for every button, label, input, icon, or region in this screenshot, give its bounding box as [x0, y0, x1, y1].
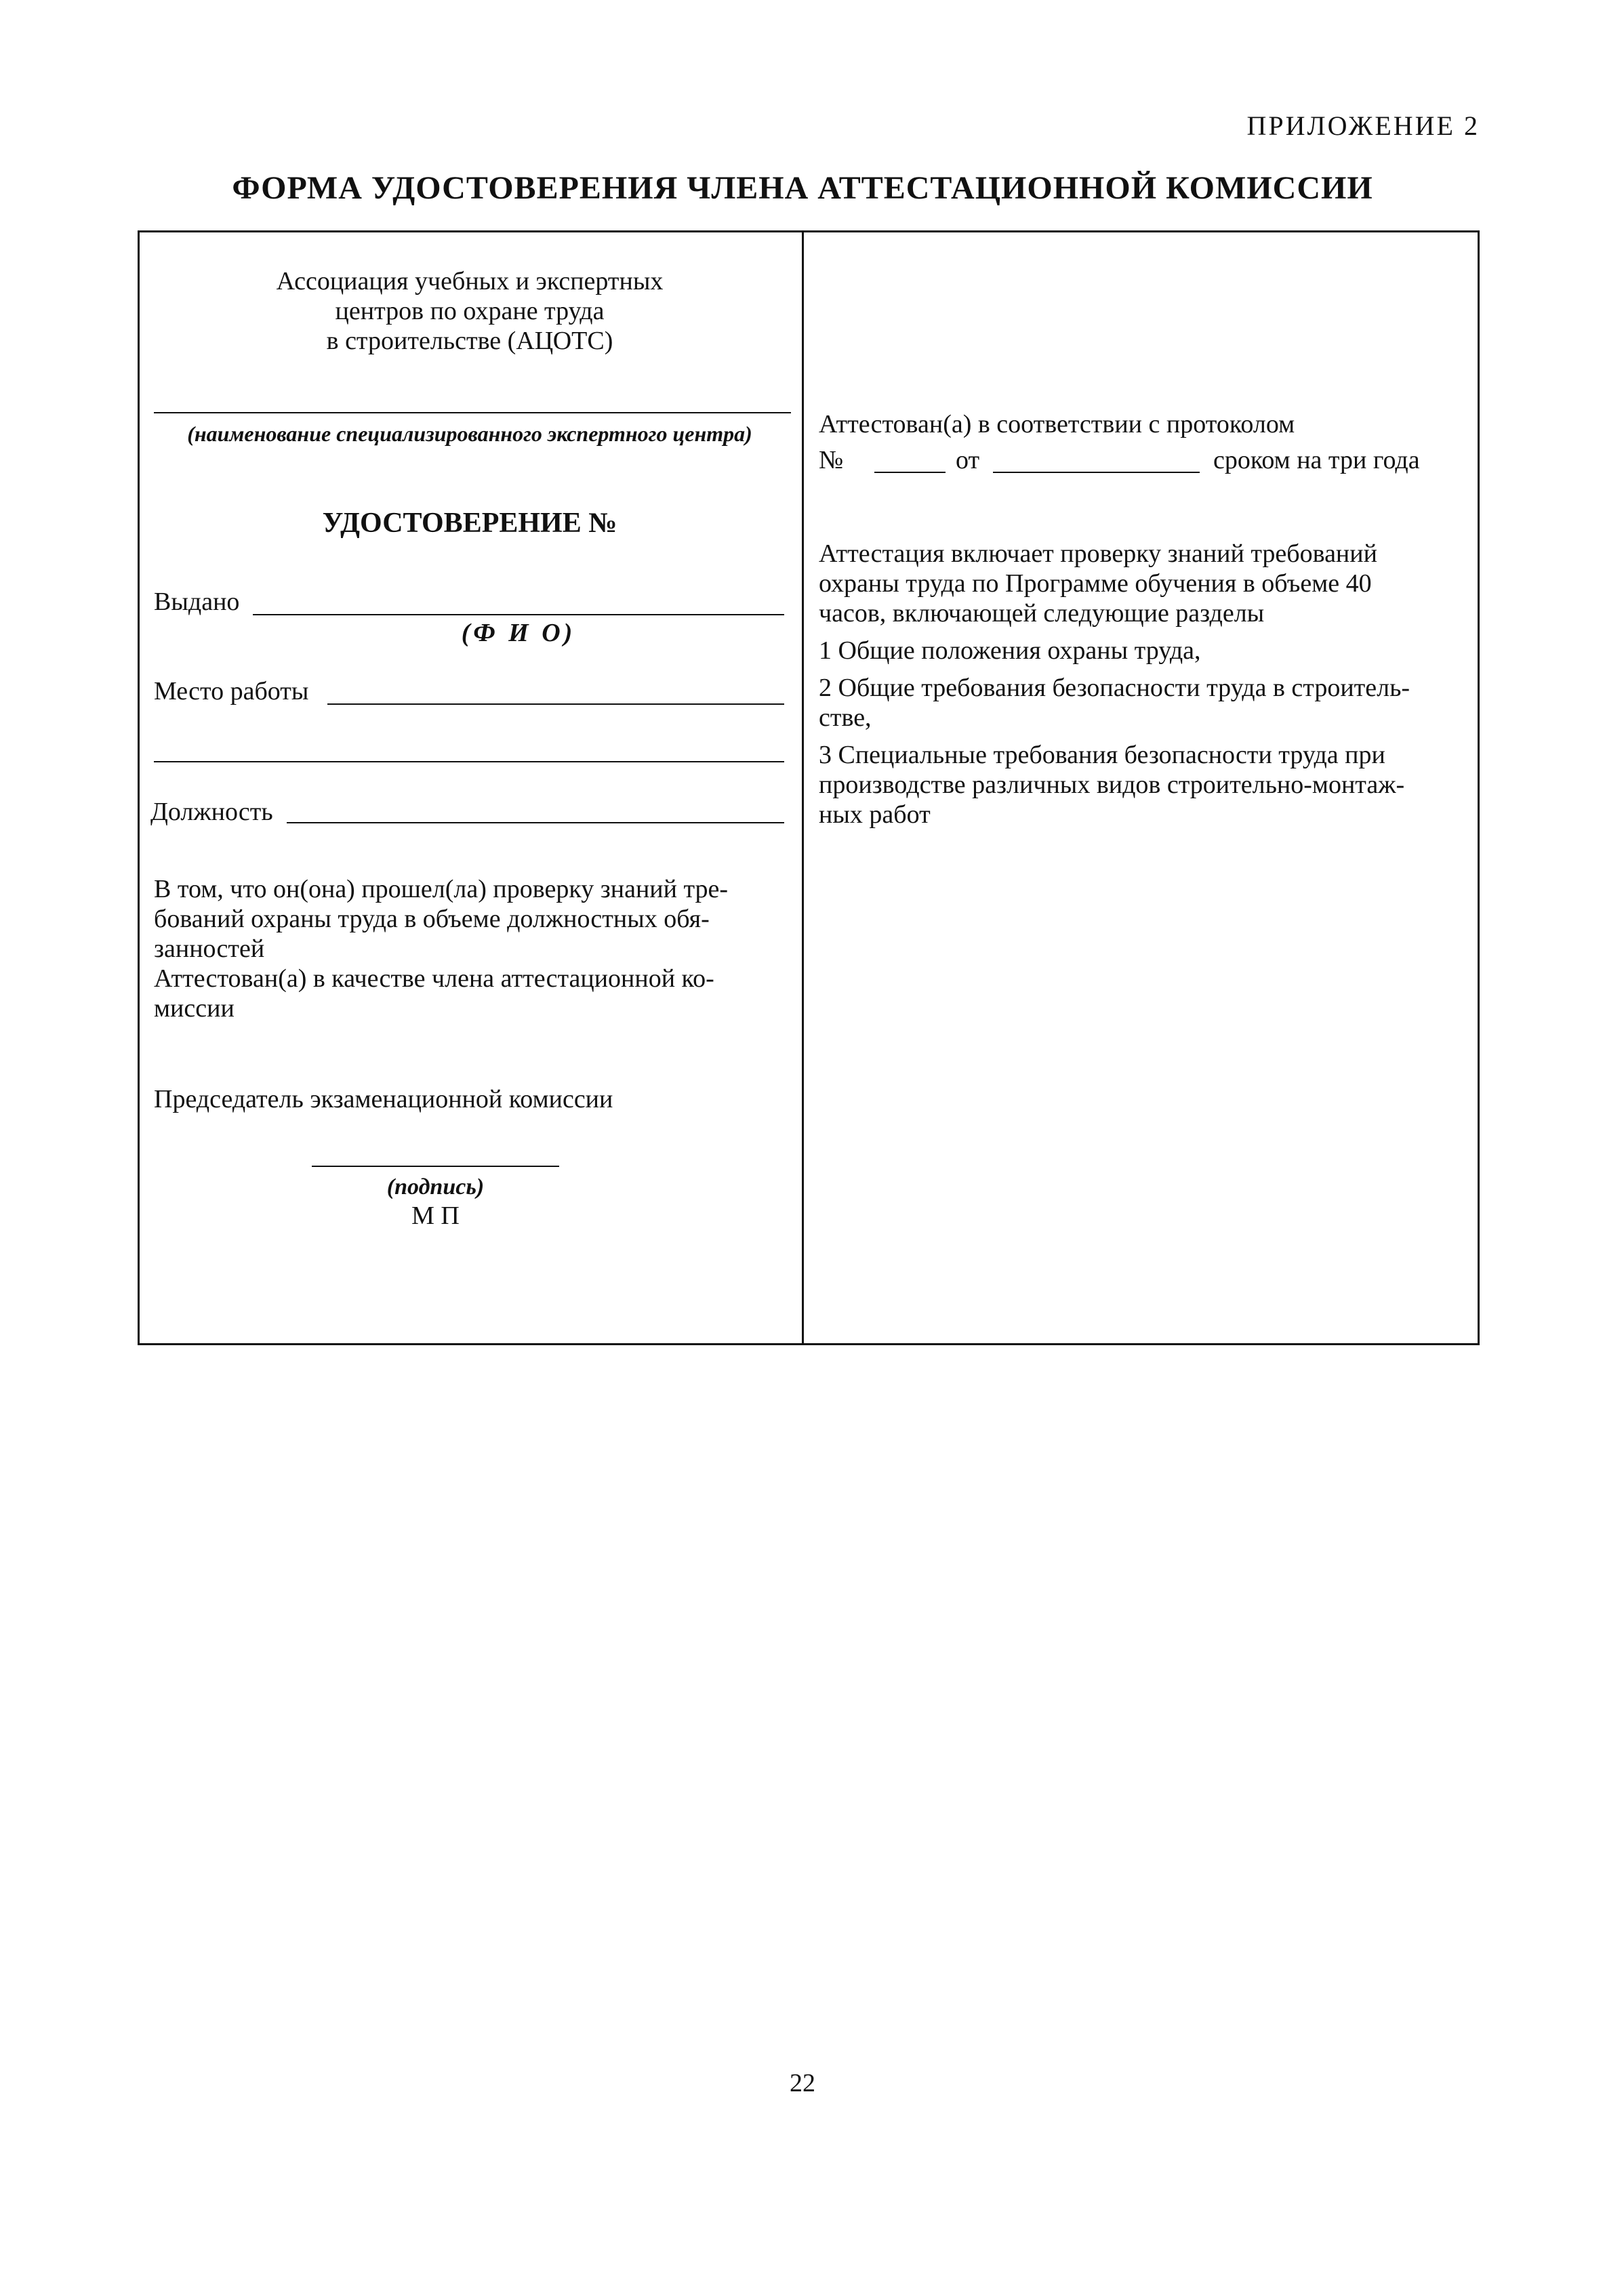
number-sign: № — [819, 446, 844, 474]
fio-line — [253, 614, 784, 615]
org-name-line-3: в строительстве (АЦОТС) — [326, 327, 613, 355]
section-2-line-2: стве, — [819, 703, 872, 732]
stamp-label: М П — [411, 1202, 460, 1230]
issued-label: Выдано — [154, 588, 240, 616]
position-label: Должность — [150, 798, 273, 826]
scope-line-1: Аттестация включает проверку знаний требований — [819, 539, 1377, 568]
fio-caption: (Ф И О) — [461, 619, 576, 647]
workplace-line — [327, 703, 784, 705]
protocol-line: Аттестован(а) в соответствии с протоколом — [819, 410, 1295, 438]
scope-line-3: часов, включающей следующие разделы — [819, 599, 1265, 628]
protocol-number-line — [874, 472, 946, 473]
statement-line-1: В том, что он(она) прошел(ла) проверку знаний тре- — [154, 875, 729, 903]
position-line — [287, 822, 784, 823]
workplace-line-2 — [154, 761, 784, 762]
center-name-caption: (наименование специализированного экспертного центра) — [187, 422, 752, 446]
appendix-label: ПРИЛОЖЕНИЕ 2 — [1246, 110, 1480, 141]
page-number: 22 — [790, 2069, 815, 2097]
certified-line-2: миссии — [154, 994, 235, 1023]
protocol-date-line — [993, 472, 1200, 473]
section-3-line-2: производстве различных видов строительно-монтаж- — [819, 771, 1405, 799]
section-3-line-1: 3 Специальные требования безопасности труда при — [819, 741, 1385, 769]
certificate-title: УДОСТОВЕРЕНИЕ № — [322, 508, 617, 539]
scope-line-2: охраны труда по Программе обучения в объеме 40 — [819, 569, 1372, 598]
statement-line-3: занностей — [154, 935, 265, 963]
center-divider — [802, 230, 804, 1345]
form-title: ФОРМА УДОСТОВЕРЕНИЯ ЧЛЕНА АТТЕСТАЦИОННОЙ КОМИССИИ — [232, 170, 1373, 206]
statement-line-2: бований охраны труда в объеме должностных обя- — [154, 905, 710, 933]
signature-caption: (подпись) — [386, 1174, 485, 1200]
term-label: сроком на три года — [1213, 446, 1420, 474]
workplace-label: Место работы — [154, 677, 309, 705]
org-name-line-1: Ассоциация учебных и экспертных — [276, 267, 664, 295]
signature-line — [312, 1166, 559, 1167]
section-2-line-1: 2 Общие требования безопасности труда в строитель- — [819, 674, 1410, 702]
org-name-line-2: центров по охране труда — [335, 297, 605, 325]
chairman-label: Председатель экзаменационной комиссии — [154, 1085, 613, 1113]
from-label: от — [956, 446, 980, 474]
certified-line-1: Аттестован(а) в качестве члена аттестационной ко- — [154, 964, 714, 993]
section-3-line-3: ных работ — [819, 800, 931, 829]
center-name-line — [154, 412, 791, 413]
section-1: 1 Общие положения охраны труда, — [819, 636, 1201, 665]
